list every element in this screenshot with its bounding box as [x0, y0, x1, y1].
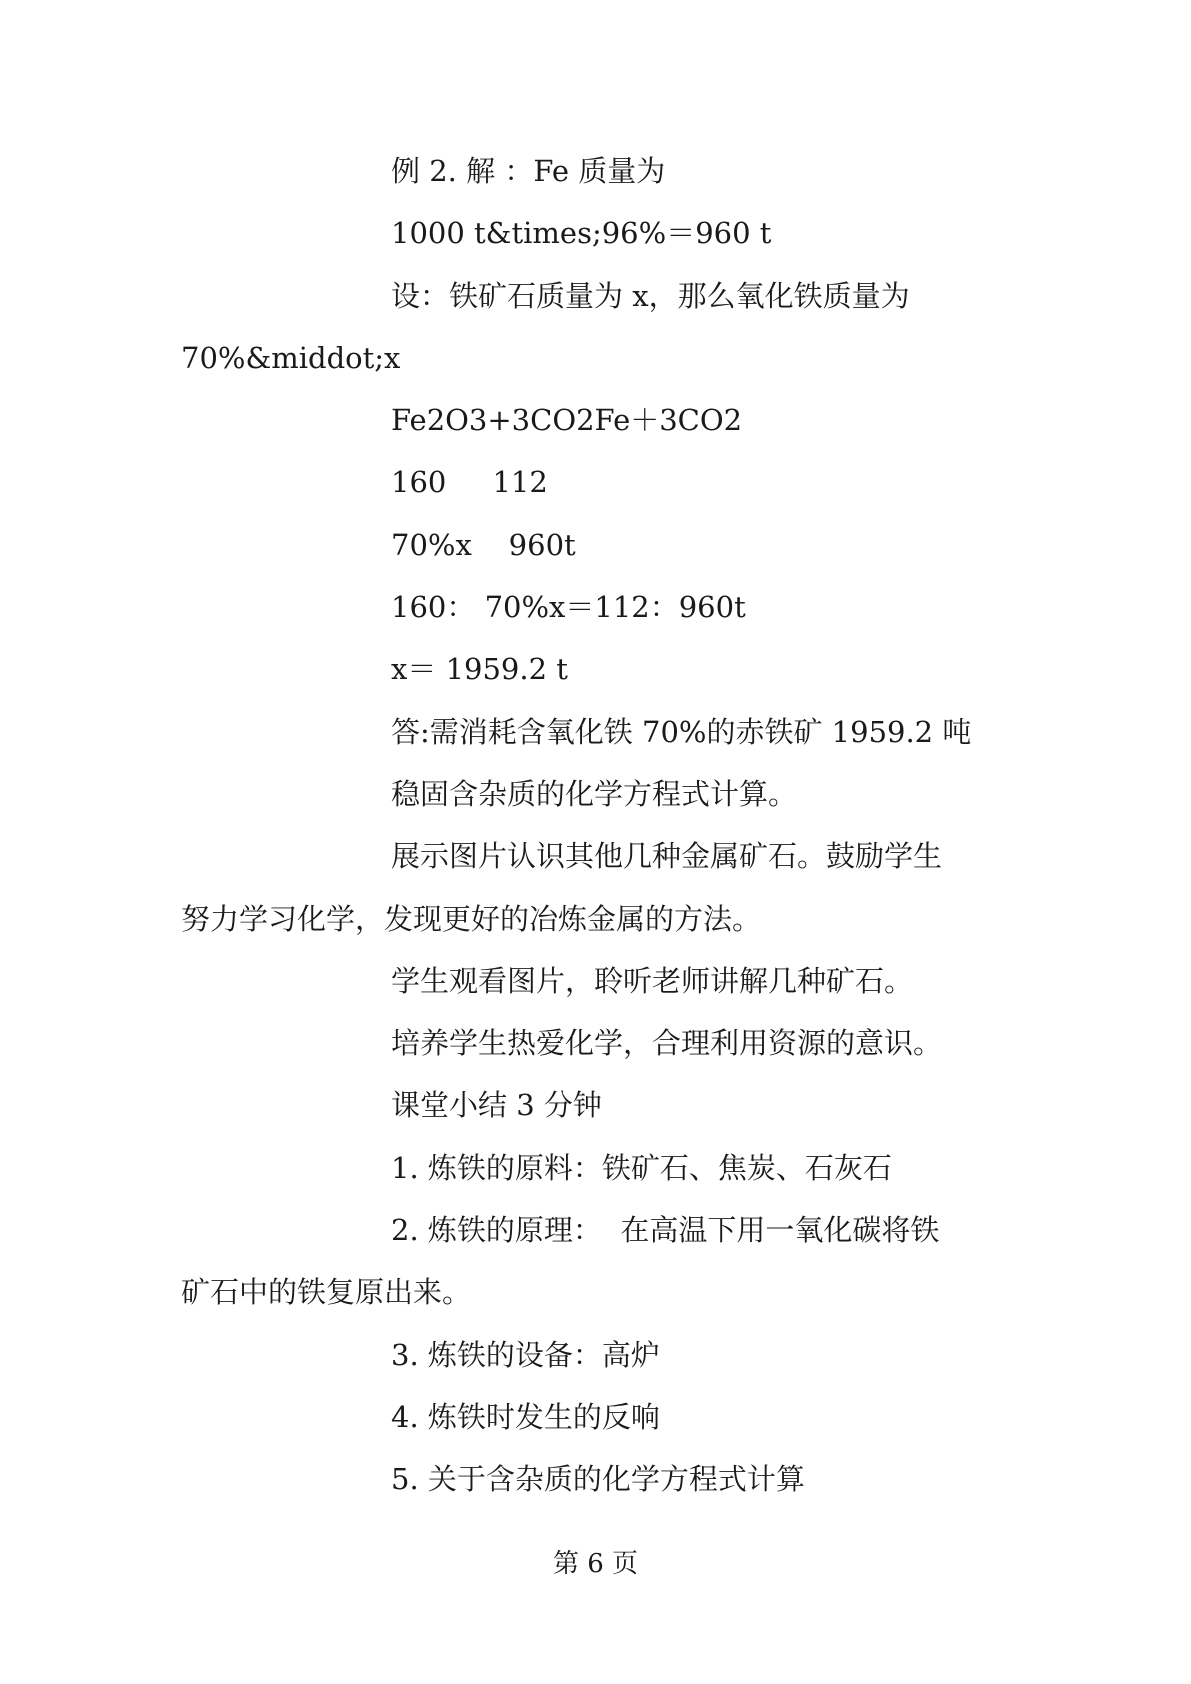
- summary-item-continued: 矿石中的铁复原出来。: [181, 1275, 472, 1310]
- paragraph-line: 展示图片认识其他几种金属矿石。鼓励学生: [391, 839, 943, 874]
- answer-line: 答:需消耗含氧化铁 70%的赤铁矿 1959.2 吨: [391, 714, 972, 749]
- molar-mass-line: 160 112: [391, 465, 548, 500]
- summary-item: 1. 炼铁的原料：铁矿石、焦炭、石灰石: [391, 1150, 892, 1185]
- summary-item: 2. 炼铁的原理： 在高温下用一氧化碳将铁: [391, 1213, 940, 1248]
- summary-item: 3. 炼铁的设备：高炉: [391, 1337, 660, 1372]
- paragraph-line: 稳固含杂质的化学方程式计算。: [391, 776, 798, 811]
- page-number: 第 6 页: [552, 1549, 639, 1579]
- ratio-line: 160： 70%x＝112：960t: [391, 590, 746, 625]
- result-line: x＝ 1959.2 t: [391, 652, 568, 687]
- summary-item: 5. 关于含杂质的化学方程式计算: [391, 1462, 805, 1497]
- example-heading: 例 2. 解 ：Fe 质量为: [391, 154, 666, 188]
- document-body: [181, 140, 1011, 1511]
- paragraph-line-continued: 努力学习化学，发现更好的冶炼金属的方法。: [181, 901, 762, 936]
- calc-line: 1000 t&times;96%＝960 t: [391, 216, 772, 251]
- assumption-line-continued: 70%&middot;x: [181, 340, 401, 375]
- summary-item: 4. 炼铁时发生的反响: [391, 1399, 660, 1434]
- summary-heading: 课堂小结 3 分钟: [391, 1088, 602, 1123]
- paragraph-line: 培养学生热爱化学，合理利用资源的意识。: [391, 1026, 943, 1061]
- assumption-line: 设：铁矿石质量为 x，那么氧化铁质量为: [391, 278, 910, 313]
- paragraph-line: 学生观看图片，聆听老师讲解几种矿石。: [391, 963, 914, 998]
- chemical-equation: Fe2O3+3CO2Fe＋3CO2: [391, 403, 743, 438]
- quantity-line: 70%x 960t: [391, 527, 576, 562]
